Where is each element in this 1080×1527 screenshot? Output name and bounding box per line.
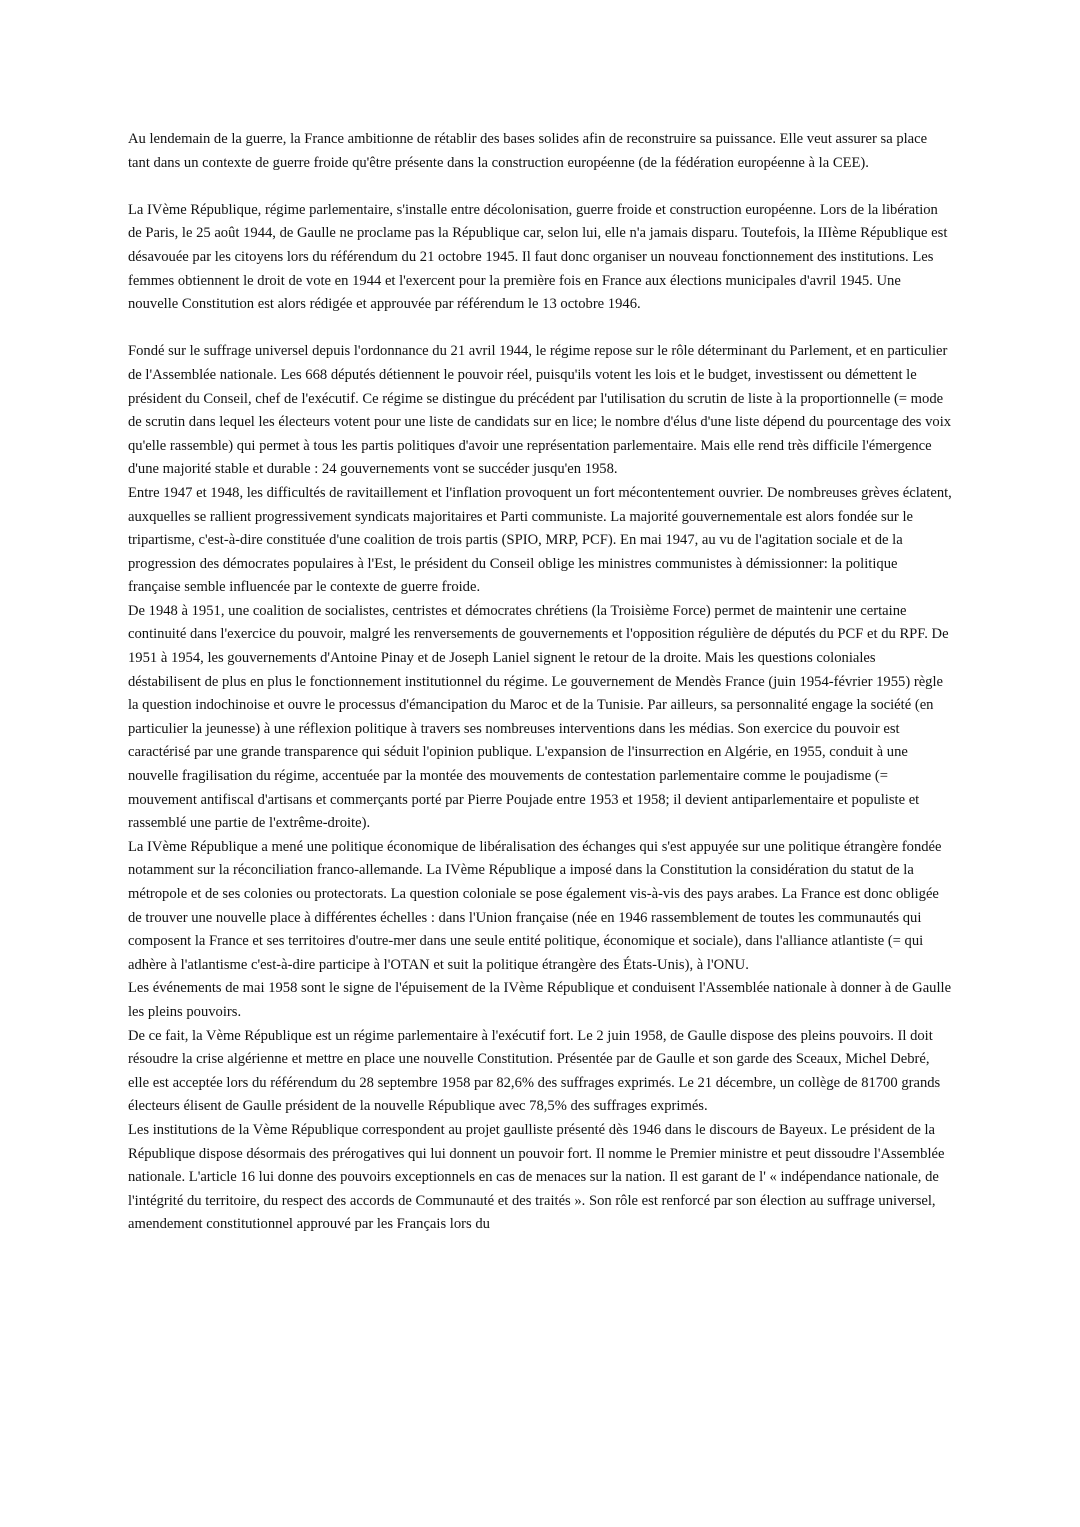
- paragraph-1947-1948: Entre 1947 et 1948, les difficultés de ravitaillement et l'inflation provoquent un fort mécontentement ouvrier. De nombreuses grèves éclatent, auxquelles se rallient progressivement syndicats majoritaires et Parti communiste. La majorité gouvernementale est alors fondée sur le tripartisme, c'est-à-dire constituée d'une coalition de trois partis (SPIO, MRP, PCF). En mai 1947, au vu de l'agitation sociale et de la progression des démocrates populaires à l'Est, le président du Conseil oblige les ministres communistes à démissionner: la politique française semble influencée par le contexte de guerre froide.: [128, 484, 952, 596]
- paragraph-fourth-republic: La IVème République, régime parlementaire, s'installe entre décolonisation, guerre froide et construction européenne. Lors de la libération de Paris, le 25 août 1944, de Gaulle ne proclame pas la République car, selon lui, elle n'a jamais disparu. Toutefois, la IIIème République est désavouée par les citoyens lors du référendum du 21 octobre 1945. Il faut donc organiser un nouveau fonctionnement des institutions. Les femmes obtiennent le droit de vote en 1944 et l'exercent pour la première fois en France aux élections municipales d'avril 1945. Une nouvelle Constitution est alors rédigée et approuvée par référendum le 13 octobre 1946.: [128, 201, 948, 313]
- paragraph-universal-suffrage: Fondé sur le suffrage universel depuis l'ordonnance du 21 avril 1944, le régime repose sur le rôle déterminant du Parlement, et en particulier de l'Assemblée nationale. Les 668 députés détiennent le pouvoir réel, puisqu'ils votent les lois et le budget, investissent ou démettent le président du Conseil, chef de l'exécutif. Ce régime se distingue du précédent par l'utilisation du scrutin de liste à la proportionnelle (= mode de scrutin dans lequel les électeurs votent pour une liste de candidats sur en lice; le nombre d'élus d'une liste dépend du pourcentage des voix qu'elle rassemble) qui permet à tous les partis politiques d'avoir une représentation parlementaire. Mais elle rend très difficile l'émergence d'une majorité stable et durable : 24 gouvernements vont se succéder jusqu'en 1958.: [128, 343, 952, 478]
- document-body: [128, 128, 952, 1237]
- paragraph-economic-policy: La IVème République a mené une politique économique de libéralisation des échanges qui s'est appuyée sur une politique étrangère fondée notamment sur la réconciliation franco-allemande. La IVème République a imposé dans la Constitution la considération du statut de la métropole et de ses colonies ou protectorats. La question coloniale se pose également vis-à-vis des pays arabes. La France est donc obligée de trouver une nouvelle place à différentes échelles : dans l'Union française (née en 1946 rassemblement de toutes les communautés qui composent la France et ses territoires d'outre-mer dans une seule entité politique, économique et sociale), dans l'alliance atlantiste (= qui adhère à l'atlantisme c'est-à-dire participe à l'OTAN et suit la politique étrangère des États-Unis), à l'ONU.: [128, 838, 942, 973]
- paragraph-fifth-republic: De ce fait, la Vème République est un régime parlementaire à l'exécutif fort. Le 2 juin 1958, de Gaulle dispose des pleins pouvoirs. Il doit résoudre la crise algérienne et mettre en place une nouvelle Constitution. Présentée par de Gaulle et son garde des Sceaux, Michel Debré, elle est acceptée lors du référendum du 28 septembre 1958 par 82,6% des suffrages exprimés. Le 21 décembre, un collège de 81700 grands électeurs élisent de Gaulle président de la nouvelle République avec 78,5% des suffrages exprimés.: [128, 1027, 941, 1115]
- paragraph-may-1958: Les événements de mai 1958 sont le signe de l'épuisement de la IVème République et conduisent l'Assemblée nationale à donner à de Gaulle les pleins pouvoirs.: [128, 980, 952, 1020]
- paragraph-intro: Au lendemain de la guerre, la France ambitionne de rétablir des bases solides afin de reconstruire sa puissance. Elle veut assurer sa place tant dans un contexte de guerre froide qu'être présente dans la construction européenne (de la fédération européenne à la CEE).: [128, 131, 928, 171]
- paragraph-institutions: Les institutions de la Vème République correspondent au projet gaulliste présenté dès 1946 dans le discours de Bayeux. Le président de la République dispose désormais des prérogatives qui lui donnent un pouvoir fort. Il nomme le Premier ministre et peut dissoudre l'Assemblée nationale. L'article 16 lui donne des pouvoirs exceptionnels en cas de menaces sur la nation. Il est garant de l' « indépendance nationale, de l'intégrité du territoire, du respect des accords de Communauté et des traités ». Son rôle est renforcé par son élection au suffrage universel, amendement constitutionnel approuvé par les Français lors du: [128, 1121, 945, 1233]
- paragraph-1948-1951: De 1948 à 1951, une coalition de socialistes, centristes et démocrates chrétiens (la Troisième Force) permet de maintenir une certaine continuité dans l'exercice du pouvoir, malgré les renversements de gouvernements et l'opposition régulière de députés du PCF et du RPF. De 1951 à 1954, les gouvernements d'Antoine Pinay et de Joseph Laniel signent le retour de la droite. Mais les questions coloniales déstabilisent de plus en plus le fonctionnement institutionnel du régime. Le gouvernement de Mendès France (juin 1954-février 1955) règle la question indochinoise et ouvre le processus d'émancipation du Maroc et de la Tunisie. Par ailleurs, sa personnalité engage la société (en particulier la jeunesse) à une réflexion politique à travers ses nombreuses interventions dans les médias. Son exercice du pouvoir est caractérisé par une grande transparence qui séduit l'opinion publique. L'expansion de l'insurrection en Algérie, en 1955, conduit à une nouvelle fragilisation du régime, accentuée par la montée des mouvements de contestation parlementaire comme le poujadisme (= mouvement antifiscal d'artisans et commerçants porté par Pierre Poujade entre 1953 et 1958; il devient antiparlementaire et populiste et rassemblé une partie de l'extrême-droite).: [128, 602, 949, 832]
